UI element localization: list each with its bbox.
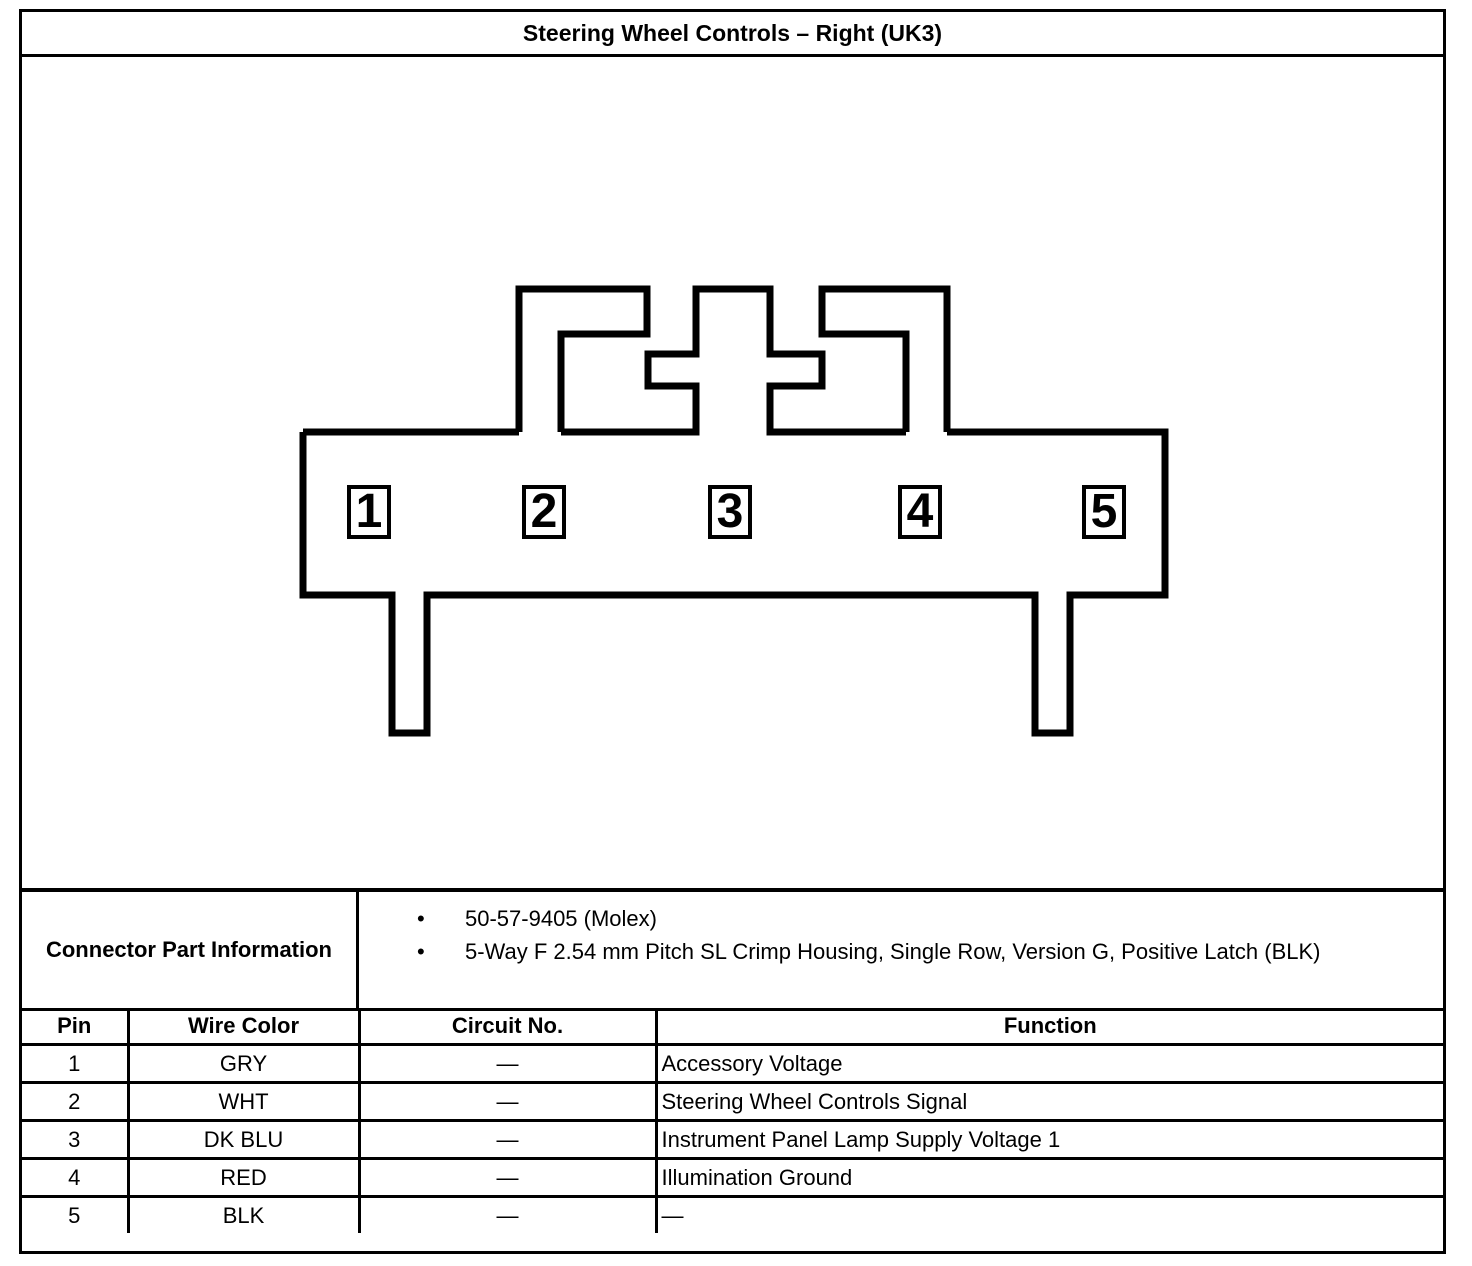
wire-color-cell: BLK <box>128 1197 359 1234</box>
part-number: 50-57-9405 (Molex) <box>465 906 657 931</box>
wire-color-cell: GRY <box>128 1045 359 1083</box>
circuit-cell: — <box>359 1159 656 1197</box>
table-row <box>22 1083 1443 1121</box>
connector-face-drawing <box>22 57 1443 888</box>
function-cell: Instrument Panel Lamp Supply Voltage 1 <box>656 1121 1443 1159</box>
function-cell: — <box>656 1197 1443 1234</box>
connector-housing-outline <box>303 432 1165 733</box>
circuit-cell: — <box>359 1083 656 1121</box>
wire-color-cell: DK BLU <box>128 1121 359 1159</box>
function-header: Function <box>656 1008 1443 1045</box>
connector-part-info <box>22 888 1443 1011</box>
pin-number-label: 2 <box>530 485 558 538</box>
pin-cell: 2 <box>22 1083 128 1121</box>
page-title: Steering Wheel Controls – Right (UK3) <box>22 12 1443 57</box>
pin-cavity-1 <box>347 485 391 539</box>
circuit-cell: — <box>359 1045 656 1083</box>
circuit-header: Circuit No. <box>359 1008 656 1045</box>
pin-cell: 1 <box>22 1045 128 1083</box>
pin-number-label: 3 <box>716 485 744 538</box>
pin-cell: 5 <box>22 1197 128 1234</box>
pin-number-label: 1 <box>355 485 383 538</box>
part-info-item <box>359 902 1320 935</box>
wire-color-cell: RED <box>128 1159 359 1197</box>
table-row <box>22 1197 1443 1234</box>
right-latch-outer <box>822 289 947 432</box>
wire-color-cell: WHT <box>128 1083 359 1121</box>
part-info-list <box>359 902 1320 968</box>
table-row <box>22 1121 1443 1159</box>
bullet-icon: • <box>417 939 425 964</box>
pin-cavity-4 <box>898 485 942 539</box>
connector-sheet <box>19 9 1446 1254</box>
circuit-cell: — <box>359 1197 656 1234</box>
wire-color-header: Wire Color <box>128 1008 359 1045</box>
table-row <box>22 1045 1443 1083</box>
function-cell: Accessory Voltage <box>656 1045 1443 1083</box>
left-latch-outer <box>519 289 647 432</box>
pin-header: Pin <box>22 1008 128 1045</box>
pin-cell: 4 <box>22 1159 128 1197</box>
housing-description: 5-Way F 2.54 mm Pitch SL Crimp Housing, Single Row, Version G, Positive Latch (BLK) <box>465 939 1321 964</box>
center-key <box>561 289 906 432</box>
part-info-item <box>359 935 1320 968</box>
function-cell: Illumination Ground <box>656 1159 1443 1197</box>
pin-number-label: 4 <box>906 485 934 538</box>
pin-cavity-5 <box>1082 485 1126 539</box>
bullet-icon: • <box>417 906 425 931</box>
pinout-table <box>22 1008 1443 1233</box>
circuit-cell: — <box>359 1121 656 1159</box>
table-row <box>22 1159 1443 1197</box>
pin-cell: 3 <box>22 1121 128 1159</box>
pin-cavity-3 <box>708 485 752 539</box>
pin-cavity-2 <box>522 485 566 539</box>
table-header-row <box>22 1008 1443 1045</box>
function-cell: Steering Wheel Controls Signal <box>656 1083 1443 1121</box>
pin-number-label: 5 <box>1090 485 1118 538</box>
connector-diagram <box>22 57 1443 888</box>
part-info-label: Connector Part Information <box>22 892 359 1008</box>
